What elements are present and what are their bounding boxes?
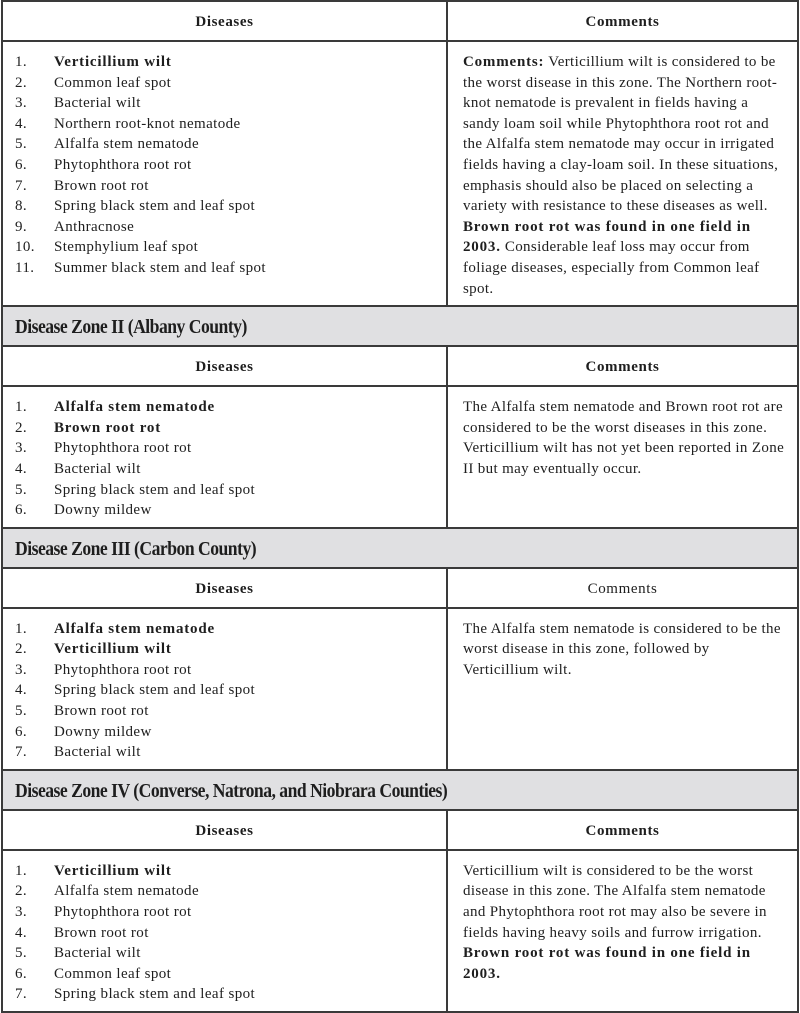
- zone-section: [3, 0, 797, 305]
- disease-rank: 2.: [15, 883, 28, 900]
- disease-rank: 6.: [15, 502, 28, 519]
- disease-name: Summer black stem and leaf spot: [54, 259, 266, 276]
- disease-name: Phytophthora root rot: [54, 661, 192, 678]
- disease-name: Alfalfa stem nematode: [54, 883, 200, 900]
- comments-column-header: Comments: [585, 822, 660, 839]
- comments-cell: [448, 851, 797, 1011]
- column-header-row: [3, 345, 797, 385]
- diseases-column-header: Diseases: [3, 347, 448, 385]
- zone-body-row: [3, 849, 797, 1011]
- disease-name: Common leaf spot: [54, 965, 172, 982]
- zone-body-row: [3, 40, 797, 305]
- disease-list-item: [15, 923, 446, 944]
- disease-name: Phytophthora root rot: [54, 156, 192, 173]
- disease-rank: 1.: [15, 399, 28, 416]
- comments-cell: [448, 609, 797, 769]
- disease-rank: 1.: [15, 620, 28, 637]
- disease-rank: 3.: [15, 440, 28, 457]
- disease-list-item: [15, 196, 446, 217]
- diseases-column-header: Diseases: [3, 569, 448, 607]
- disease-rank: 5.: [15, 703, 28, 720]
- disease-name: Spring black stem and leaf spot: [54, 682, 256, 699]
- diseases-cell: [3, 609, 448, 769]
- disease-name: Spring black stem and leaf spot: [54, 198, 256, 215]
- disease-name: Alfalfa stem nematode: [54, 399, 215, 416]
- zone-section: [3, 527, 797, 769]
- disease-list-item: [15, 397, 446, 418]
- disease-rank: 6.: [15, 723, 28, 740]
- comments-cell: [448, 42, 797, 305]
- disease-rank: 5.: [15, 481, 28, 498]
- disease-rank: 2.: [15, 419, 28, 436]
- disease-rank: 9.: [15, 218, 28, 235]
- disease-list-item: [15, 134, 446, 155]
- disease-name: Spring black stem and leaf spot: [54, 481, 256, 498]
- disease-name: Spring black stem and leaf spot: [54, 986, 256, 1003]
- disease-list-item: [15, 258, 446, 279]
- disease-rank: 1.: [15, 54, 28, 70]
- disease-name: Brown root rot: [54, 419, 162, 436]
- disease-list-item: [15, 217, 446, 238]
- disease-name: Downy mildew: [54, 502, 152, 519]
- disease-list-item: [15, 93, 446, 114]
- disease-list: [3, 851, 446, 1011]
- comments-column-header: Comments: [587, 580, 658, 597]
- comments-column-header: Comments: [585, 359, 660, 376]
- disease-rank: 2.: [15, 74, 28, 91]
- disease-rank: 5.: [15, 136, 28, 153]
- disease-name: Phytophthora root rot: [54, 904, 192, 921]
- disease-list-item: [15, 237, 446, 258]
- disease-name: Bacterial wilt: [54, 95, 141, 112]
- disease-zones-table: [1, 0, 799, 1013]
- disease-name: Northern root-knot nematode: [54, 115, 241, 132]
- disease-list-item: [15, 480, 446, 501]
- zone-title: [3, 305, 797, 345]
- disease-rank: 6.: [15, 156, 28, 173]
- disease-rank: 6.: [15, 965, 28, 982]
- disease-rank: 3.: [15, 661, 28, 678]
- disease-rank: 4.: [15, 924, 28, 941]
- column-header-row: [3, 567, 797, 607]
- disease-list-item: [15, 742, 446, 763]
- disease-list-item: [15, 619, 446, 640]
- diseases-cell: [3, 42, 448, 305]
- disease-name: Bacterial wilt: [54, 460, 141, 477]
- disease-name: Phytophthora root rot: [54, 440, 192, 457]
- disease-list-item: [15, 902, 446, 923]
- comments-column-header: Comments: [585, 14, 660, 30]
- disease-rank: 7.: [15, 177, 28, 194]
- comment-emphasis: Comments:: [463, 54, 545, 70]
- zone-body-row: [3, 385, 797, 527]
- disease-name: Alfalfa stem nematode: [54, 620, 215, 637]
- disease-list: [3, 609, 446, 769]
- comment-text: Considerable leaf loss may occur from foliage diseases, especially from Common leaf spot.: [463, 239, 760, 297]
- comments-cell: [448, 387, 797, 527]
- disease-name: Brown root rot: [54, 924, 149, 941]
- disease-name: Downy mildew: [54, 723, 152, 740]
- disease-rank: 4.: [15, 682, 28, 699]
- disease-name: Common leaf spot: [54, 74, 172, 91]
- comment-text: The Alfalfa stem nematode and Brown root rot are considered to be the worst diseases in this zone. Verticillium wilt has not yet been reported in Zone II but may eventually occur.: [463, 399, 785, 477]
- disease-rank: 11.: [15, 259, 35, 276]
- zone-section: [3, 769, 797, 1011]
- disease-rank: 7.: [15, 986, 28, 1003]
- comment-emphasis: Brown root rot was found in one field in 2003.: [463, 945, 751, 982]
- comment-text: Verticillium wilt is considered to be the worst disease in this zone. The Northern root-knot nematode is prevalent in fields having a sandy loam soil while Phytophthora root rot and the Alfalfa stem nematode may occur in irrigated fields having a clay-loam soil. In these situations, emphasis should also be placed on selecting a variety with resistance to these diseases as well.: [463, 54, 779, 215]
- disease-rank: 7.: [15, 744, 28, 761]
- disease-name: Bacterial wilt: [54, 945, 141, 962]
- disease-list-item: [15, 418, 446, 439]
- disease-list-item: [15, 984, 446, 1005]
- disease-name: Alfalfa stem nematode: [54, 136, 200, 153]
- disease-name: Verticillium wilt: [54, 862, 172, 879]
- diseases-cell: [3, 387, 448, 527]
- zone-title-text: Disease Zone III (Carbon County): [15, 537, 257, 560]
- disease-name: Brown root rot: [54, 177, 149, 194]
- disease-name: Anthracnose: [54, 218, 135, 235]
- disease-list: [3, 42, 446, 285]
- disease-rank: 1.: [15, 862, 28, 879]
- zone-title: [3, 527, 797, 567]
- zone-title-text: Disease Zone II (Albany County): [15, 316, 247, 339]
- zone-title: [3, 769, 797, 809]
- disease-list-item: [15, 639, 446, 660]
- disease-list-item: [15, 176, 446, 197]
- disease-list-item: [15, 73, 446, 94]
- disease-name: Brown root rot: [54, 703, 149, 720]
- disease-rank: 5.: [15, 945, 28, 962]
- comment-text: The Alfalfa stem nematode is considered to be the worst disease in this zone, followed by Verticillium wilt.: [463, 620, 781, 678]
- disease-rank: 8.: [15, 198, 28, 215]
- disease-list-item: [15, 438, 446, 459]
- zone-body-row: [3, 607, 797, 769]
- diseases-column-header: Diseases: [3, 2, 448, 40]
- disease-list-item: [15, 680, 446, 701]
- column-header-row: [3, 0, 797, 40]
- disease-list-item: [15, 881, 446, 902]
- disease-rank: 10.: [15, 239, 35, 256]
- disease-list-item: [15, 964, 446, 985]
- disease-rank: 3.: [15, 904, 28, 921]
- disease-list-item: [15, 722, 446, 743]
- zone-section: [3, 305, 797, 527]
- diseases-cell: [3, 851, 448, 1011]
- disease-name: Stemphylium leaf spot: [54, 239, 199, 256]
- disease-list-item: [15, 861, 446, 882]
- column-header-row: [3, 809, 797, 849]
- disease-list-item: [15, 500, 446, 521]
- disease-name: Verticillium wilt: [54, 641, 172, 658]
- disease-list-item: [15, 155, 446, 176]
- comment-text: Verticillium wilt is considered to be the worst disease in this zone. The Alfalfa stem nematode and Phytophthora root rot may also be severe in fields having heavy soils and furrow irrigation.: [463, 862, 767, 941]
- disease-name: Bacterial wilt: [54, 744, 141, 761]
- diseases-column-header: Diseases: [3, 811, 448, 849]
- disease-list: [3, 387, 446, 527]
- disease-rank: 2.: [15, 641, 28, 658]
- disease-rank: 4.: [15, 115, 28, 132]
- disease-list-item: [15, 459, 446, 480]
- disease-list-item: [15, 114, 446, 135]
- disease-list-item: [15, 52, 446, 73]
- disease-rank: 4.: [15, 460, 28, 477]
- zone-title-text: Disease Zone IV (Converse, Natrona, and Niobrara Counties): [15, 779, 448, 802]
- comment-emphasis: Brown root rot was found in one field in 2003.: [463, 218, 751, 256]
- disease-list-item: [15, 943, 446, 964]
- disease-list-item: [15, 660, 446, 681]
- disease-list-item: [15, 701, 446, 722]
- disease-name: Verticillium wilt: [54, 54, 172, 70]
- disease-rank: 3.: [15, 95, 28, 112]
